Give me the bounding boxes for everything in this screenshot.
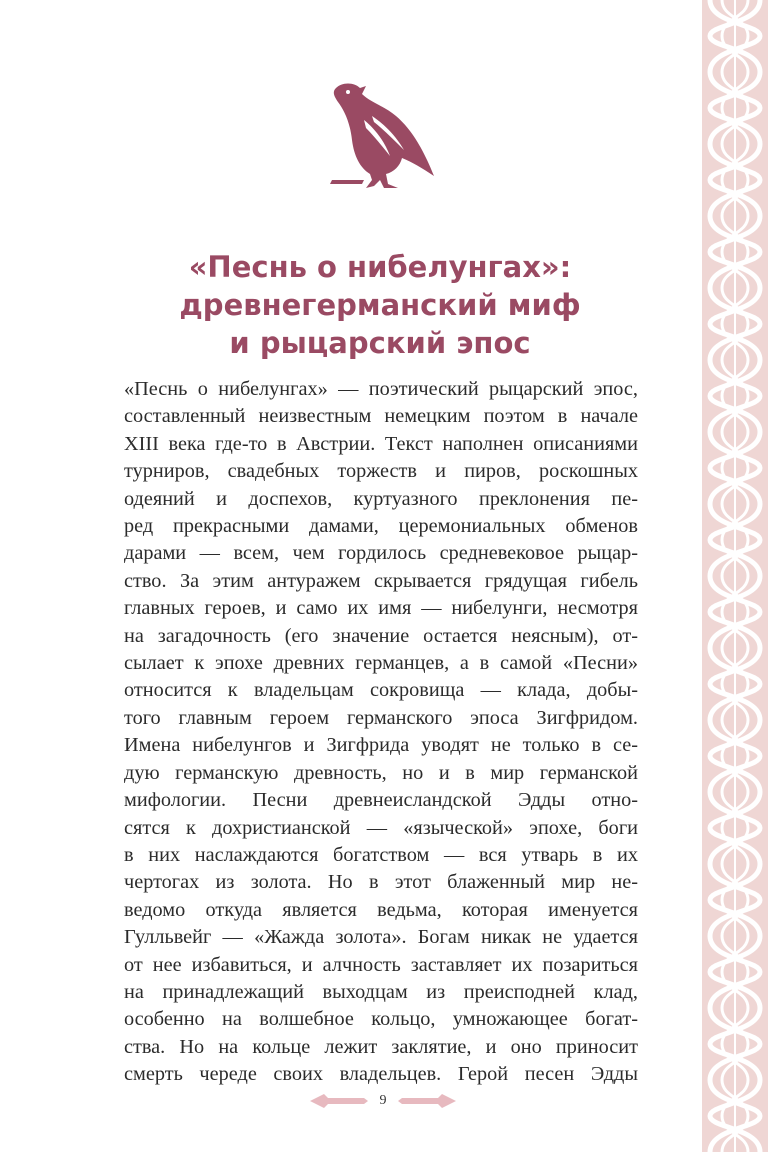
text-line: составленный неизвестным немецким поэтом в начале — [124, 405, 638, 428]
text-line: ред прекрасными дамами, церемониальных обменов — [124, 515, 638, 538]
text-line: главных героев, и само их имя — нибелунги, несмотря — [124, 597, 638, 620]
raven-icon — [326, 76, 436, 194]
text-line: турниров, свадебных торжеств и пиров, роскошных — [124, 460, 638, 483]
chapter-title-line: древнегерманский миф — [179, 288, 581, 322]
chapter-title — [120, 248, 640, 362]
body-paragraph — [124, 376, 638, 1089]
page-number: 9 — [379, 1093, 387, 1108]
text-line: ства. Но на кольце лежит заклятие, и оно приносит — [124, 1035, 638, 1058]
text-line: Гулльвейг — «Жажда золота». Богам никак не удается — [124, 926, 638, 949]
text-line: сятся к дохристианской — «языческой» эпохе, боги — [124, 816, 638, 839]
text-line: того главным героем германского эпоса Зигфридом. — [124, 706, 638, 729]
text-line: относится к владельцам сокровища — клада, добы- — [124, 679, 638, 702]
text-line: дую германскую древность, но и в мир германской — [124, 761, 638, 784]
text-line: «Песнь о нибелунгах» — поэтический рыцарский эпос, — [124, 378, 638, 400]
text-line: XIII века где-то в Австрии. Текст наполнен описаниями — [124, 432, 638, 455]
text-line: особенно на волшебное кольцо, умножающее богат- — [124, 1008, 638, 1031]
text-line: чертогах из золота. Но в этот блаженный мир не- — [124, 871, 638, 894]
text-line: на принадлежащий выходцам из преисподней клад, — [124, 980, 638, 1003]
text-line: одеяний и доспехов, куртуазного преклонения пе- — [124, 487, 638, 510]
chapter-title-line: «Песнь о нибелунгах»: — [188, 250, 572, 284]
text-line: смерть череде своих владельцев. Герой песен Эдды — [124, 1063, 638, 1086]
text-line: ство. За этим антуражем скрывается грядущая гибель — [124, 569, 638, 592]
text-line: от нее избавиться, и алчность заставляет их позариться — [124, 953, 638, 976]
text-line: мифологии. Песни древнеисландской Эдды отно- — [124, 789, 638, 812]
chapter-title-line: и рыцарский эпос — [229, 326, 531, 360]
text-line: Имена нибелунгов и Зигфрида уводят не только в се- — [124, 734, 638, 757]
text-line: ведомо откуда является ведьма, которая именуется — [124, 898, 638, 921]
text-line: сылает к эпохе древних германцев, а в самой «Песни» — [124, 652, 638, 675]
text-line: дарами — всем, чем гордилось средневековое рыцар- — [124, 542, 638, 565]
page-folio — [308, 1090, 458, 1112]
celtic-knot-border-icon — [702, 0, 768, 1152]
text-line: в них наслаждаются богатством — вся утварь в их — [124, 843, 638, 866]
text-line: на загадочность (его значение остается неясным), от- — [124, 624, 638, 647]
